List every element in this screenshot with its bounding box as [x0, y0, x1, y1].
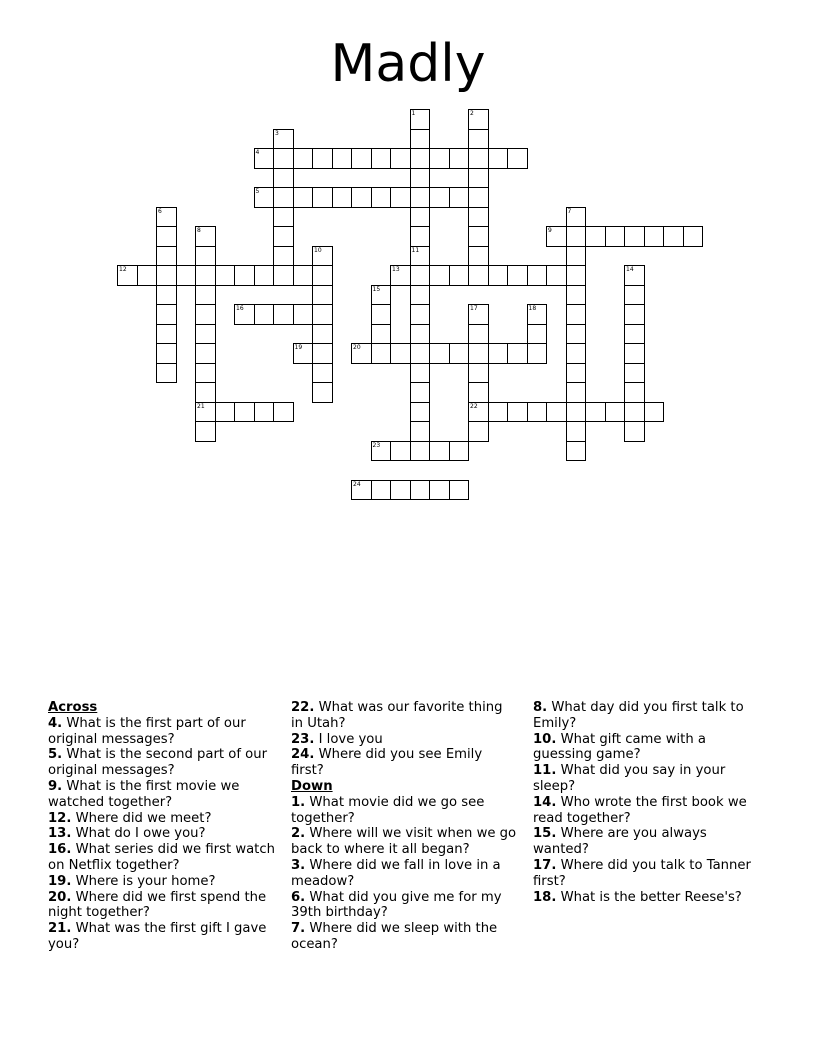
grid-cell[interactable] [468, 402, 489, 423]
cell-number: 13 [392, 266, 400, 273]
grid-cell[interactable] [566, 402, 587, 423]
cell-number: 1 [411, 110, 416, 117]
grid-cell[interactable] [215, 402, 236, 423]
cell-number: 23 [372, 441, 381, 449]
grid-cell[interactable] [254, 265, 275, 286]
grid-cell[interactable] [410, 168, 431, 189]
grid-cell[interactable] [273, 148, 294, 169]
grid-cell[interactable] [156, 246, 177, 267]
grid-cell[interactable] [566, 246, 587, 267]
cell-number: 6 [158, 207, 162, 215]
grid-cell[interactable] [195, 246, 216, 267]
grid-cell[interactable] [624, 382, 645, 403]
grid-cell[interactable] [566, 207, 587, 228]
cell-number: 24 [353, 480, 361, 488]
grid-cell[interactable] [624, 226, 645, 247]
grid-cell[interactable] [410, 324, 431, 345]
grid-cell[interactable] [410, 343, 431, 364]
grid-cell[interactable] [488, 265, 509, 286]
grid-cell[interactable] [410, 402, 431, 423]
grid-cell[interactable] [624, 421, 645, 442]
clue-down-11: 11. What did you say in your sleep? [533, 763, 726, 794]
grid-cell[interactable] [312, 343, 333, 364]
grid-cell[interactable] [312, 265, 333, 286]
grid-cell[interactable] [429, 187, 450, 208]
grid-cell[interactable] [410, 246, 431, 267]
grid-cell[interactable] [429, 343, 450, 364]
grid-cell[interactable] [371, 187, 392, 208]
grid-cell[interactable] [527, 265, 548, 286]
grid-cell[interactable] [507, 148, 528, 169]
grid-cell[interactable] [273, 207, 294, 228]
cell-number: 22 [470, 402, 478, 410]
grid-cell[interactable] [449, 480, 470, 501]
grid-cell[interactable] [429, 480, 450, 501]
grid-cell[interactable] [117, 265, 138, 286]
grid-cell[interactable] [254, 148, 275, 169]
clues-column-2 [291, 700, 517, 953]
clue-across-5: 5. What is the second part of our original messages? [48, 747, 268, 779]
grid-cell[interactable] [449, 343, 470, 364]
grid-cell[interactable] [410, 480, 431, 501]
grid-cell[interactable] [624, 324, 645, 345]
grid-cell[interactable] [468, 246, 489, 267]
grid-cell[interactable] [195, 421, 216, 442]
cell-number: 17 [470, 305, 478, 312]
grid-cell[interactable] [195, 343, 216, 364]
grid-cell[interactable] [566, 226, 587, 247]
grid-cell[interactable] [156, 343, 177, 364]
grid-cell[interactable] [566, 304, 587, 325]
grid-cell[interactable] [293, 304, 314, 325]
grid-cell[interactable] [410, 304, 431, 325]
grid-cell[interactable] [663, 226, 684, 247]
cell-number: 19 [294, 344, 303, 351]
grid-cell[interactable] [273, 226, 294, 247]
page-title: Madly [330, 34, 486, 94]
grid-cell[interactable] [351, 480, 372, 501]
grid-cell[interactable] [156, 324, 177, 345]
grid-cell[interactable] [312, 363, 333, 384]
grid-cell[interactable] [312, 187, 333, 208]
grid-cell[interactable] [156, 207, 177, 228]
grid-cell[interactable] [293, 148, 314, 169]
grid-cell[interactable] [156, 265, 177, 286]
clue-down-14: 14. Who wrote the first book we read together? [533, 794, 747, 826]
clues-column-1 [48, 700, 280, 953]
clue-across-20: 20. Where did we first spend the night together? [48, 889, 267, 921]
grid-cell[interactable] [468, 363, 489, 384]
grid-cell[interactable] [527, 304, 548, 325]
grid-cell[interactable] [468, 187, 489, 208]
grid-cell[interactable] [390, 148, 411, 169]
grid-cell[interactable] [566, 343, 587, 364]
grid-cell[interactable] [410, 148, 431, 169]
grid-cell[interactable] [410, 207, 431, 228]
clue-across-4: 4. What is the first part of our original messages? [48, 715, 246, 747]
grid-cell[interactable] [156, 285, 177, 306]
grid-cell[interactable] [624, 265, 645, 286]
grid-cell[interactable] [566, 285, 587, 306]
grid-cell[interactable] [449, 187, 470, 208]
grid-cell[interactable] [371, 441, 392, 462]
clue-across-23: 23. I love you [291, 731, 383, 747]
grid-cell[interactable] [566, 421, 587, 442]
grid-cell[interactable] [371, 148, 392, 169]
cell-number: 2 [470, 110, 474, 117]
grid-cell[interactable] [293, 343, 314, 364]
grid-cell[interactable] [156, 226, 177, 247]
grid-cell[interactable] [449, 265, 470, 286]
clue-down-10: 10. What gift came with a guessing game? [533, 731, 706, 763]
grid-cell[interactable] [468, 324, 489, 345]
cell-number: 21 [197, 402, 205, 410]
grid-cell[interactable] [351, 148, 372, 169]
grid-cell[interactable] [410, 363, 431, 384]
grid-cell[interactable] [195, 363, 216, 384]
grid-cell[interactable] [215, 265, 236, 286]
grid-cell[interactable] [488, 148, 509, 169]
grid-cell[interactable] [312, 304, 333, 325]
cell-number: 3 [275, 129, 279, 137]
grid-cell[interactable] [585, 226, 606, 247]
cell-number: 4 [255, 149, 260, 156]
grid-cell[interactable] [312, 324, 333, 345]
grid-cell[interactable] [273, 168, 294, 189]
across-heading: Across [48, 700, 98, 715]
grid-cell[interactable] [156, 363, 177, 384]
grid-cell[interactable] [507, 265, 528, 286]
grid-cell[interactable] [683, 226, 704, 247]
grid-cell[interactable] [624, 402, 645, 423]
grid-cell[interactable] [546, 402, 567, 423]
grid-cell[interactable] [390, 265, 411, 286]
grid-cell[interactable] [546, 226, 567, 247]
grid-cell[interactable] [195, 382, 216, 403]
crossword-grid [0, 0, 816, 520]
grid-cell[interactable] [351, 343, 372, 364]
grid-cell[interactable] [273, 187, 294, 208]
grid-cell[interactable] [449, 148, 470, 169]
cell-number: 12 [119, 266, 127, 273]
grid-cell[interactable] [468, 304, 489, 325]
grid-cell[interactable] [410, 285, 431, 306]
cell-number: 18 [528, 305, 537, 312]
grid-cell[interactable] [410, 421, 431, 442]
cell-number: 8 [197, 227, 201, 234]
grid-cell[interactable] [312, 382, 333, 403]
grid-cell[interactable] [488, 343, 509, 364]
grid-cell[interactable] [468, 382, 489, 403]
grid-cell[interactable] [195, 304, 216, 325]
grid-cell[interactable] [488, 402, 509, 423]
clue-down-6: 6. What did you give me for my 39th birthday? [291, 889, 502, 921]
grid-cell[interactable] [273, 402, 294, 423]
grid-cell[interactable] [410, 226, 431, 247]
grid-cell[interactable] [351, 187, 372, 208]
grid-cell[interactable] [410, 441, 431, 462]
clue-across-19: 19. Where is your home? [48, 873, 216, 889]
grid-cell[interactable] [273, 246, 294, 267]
grid-cell[interactable] [195, 265, 216, 286]
grid-cell[interactable] [371, 285, 392, 306]
cell-number: 14 [626, 266, 634, 273]
grid-cell[interactable] [468, 421, 489, 442]
grid-cell[interactable] [137, 265, 158, 286]
grid-cell[interactable] [566, 441, 587, 462]
grid-cell[interactable] [195, 402, 216, 423]
grid-cell[interactable] [468, 265, 489, 286]
grid-cell[interactable] [254, 304, 275, 325]
grid-cell[interactable] [585, 402, 606, 423]
grid-cell[interactable] [371, 304, 392, 325]
clue-across-12: 12. Where did we meet? [48, 810, 212, 826]
grid-cell[interactable] [254, 187, 275, 208]
clues-column-3 [533, 700, 763, 905]
grid-cell[interactable] [312, 148, 333, 169]
clue-down-2: 2. Where will we visit when we go back to where it all began? [291, 826, 517, 858]
clue-down-7: 7. Where did we sleep with the ocean? [291, 921, 498, 952]
grid-cell[interactable] [468, 343, 489, 364]
grid-cell[interactable] [468, 129, 489, 150]
grid-cell[interactable] [195, 226, 216, 247]
grid-cell[interactable] [468, 168, 489, 189]
grid-cell[interactable] [293, 187, 314, 208]
clue-across-21: 21. What was the first gift I gave you? [48, 921, 267, 952]
grid-cell[interactable] [527, 324, 548, 345]
grid-cell[interactable] [390, 187, 411, 208]
grid-cell[interactable] [390, 480, 411, 501]
grid-cell[interactable] [273, 129, 294, 150]
clue-down-3: 3. Where did we fall in love in a meadow? [291, 857, 501, 889]
grid-cell[interactable] [468, 207, 489, 228]
grid-cell[interactable] [293, 265, 314, 286]
grid-cell[interactable] [546, 265, 567, 286]
clue-across-9: 9. What is the first movie we watched together? [48, 778, 240, 810]
grid-cell[interactable] [195, 324, 216, 345]
grid-cell[interactable] [624, 304, 645, 325]
grid-cell[interactable] [566, 382, 587, 403]
grid-cell[interactable] [195, 285, 216, 306]
clue-down-17: 17. Where did you talk to Tanner first? [533, 857, 751, 889]
grid-cell[interactable] [273, 304, 294, 325]
grid-cell[interactable] [390, 343, 411, 364]
cell-number: 10 [314, 246, 322, 254]
cell-number: 11 [411, 246, 420, 254]
grid-cell[interactable] [429, 441, 450, 462]
grid-cell[interactable] [332, 187, 353, 208]
cell-number: 5 [255, 188, 260, 195]
grid-cell[interactable] [468, 109, 489, 130]
clue-down-15: 15. Where are you always wanted? [533, 826, 707, 858]
grid-cell[interactable] [371, 343, 392, 364]
cell-number: 20 [353, 344, 361, 351]
grid-cell[interactable] [507, 402, 528, 423]
grid-cell[interactable] [468, 148, 489, 169]
grid-cell[interactable] [273, 265, 294, 286]
grid-cell[interactable] [644, 402, 665, 423]
grid-cell[interactable] [410, 382, 431, 403]
grid-cell[interactable] [507, 343, 528, 364]
grid-cell[interactable] [429, 148, 450, 169]
grid-cell[interactable] [566, 324, 587, 345]
grid-cell[interactable] [390, 441, 411, 462]
grid-cell[interactable] [410, 265, 431, 286]
down-heading: Down [291, 778, 333, 794]
grid-cell[interactable] [410, 129, 431, 150]
grid-cell[interactable] [312, 246, 333, 267]
grid-cell[interactable] [234, 304, 255, 325]
grid-cell[interactable] [410, 187, 431, 208]
clue-down-1: 1. What movie did we go see together? [291, 794, 485, 826]
grid-cell[interactable] [605, 402, 626, 423]
clue-across-13: 13. What do I owe you? [48, 826, 206, 842]
grid-cell[interactable] [624, 363, 645, 384]
grid-cell[interactable] [644, 226, 665, 247]
cell-number: 7 [567, 207, 572, 215]
grid-cell[interactable] [371, 480, 392, 501]
grid-cell[interactable] [566, 363, 587, 384]
cell-number: 16 [236, 305, 244, 312]
cell-number: 9 [548, 227, 552, 234]
cell-number: 15 [372, 285, 381, 293]
grid-cell[interactable] [410, 109, 431, 130]
grid-cell[interactable] [234, 402, 255, 423]
grid-cell[interactable] [234, 265, 255, 286]
grid-cell[interactable] [371, 324, 392, 345]
grid-cell[interactable] [312, 285, 333, 306]
grid-cell[interactable] [527, 343, 548, 364]
clue-across-24: 24. Where did you see Emily first? [291, 747, 483, 779]
grid-cell[interactable] [156, 304, 177, 325]
grid-cell[interactable] [254, 402, 275, 423]
grid-cell[interactable] [176, 265, 197, 286]
clue-across-22: 22. What was our favorite thing in Utah? [291, 700, 503, 731]
grid-cell[interactable] [605, 226, 626, 247]
clue-down-8: 8. What day did you first talk to Emily? [533, 700, 744, 731]
clue-down-18: 18. What is the better Reese's? [533, 889, 742, 905]
grid-cell[interactable] [624, 343, 645, 364]
grid-cell[interactable] [624, 285, 645, 306]
grid-cell[interactable] [468, 226, 489, 247]
clue-across-16: 16. What series did we first watch on Netflix together? [48, 842, 275, 873]
grid-cell[interactable] [449, 441, 470, 462]
grid-cell[interactable] [527, 402, 548, 423]
grid-cell[interactable] [429, 265, 450, 286]
grid-cell[interactable] [332, 148, 353, 169]
grid-cell[interactable] [566, 265, 587, 286]
